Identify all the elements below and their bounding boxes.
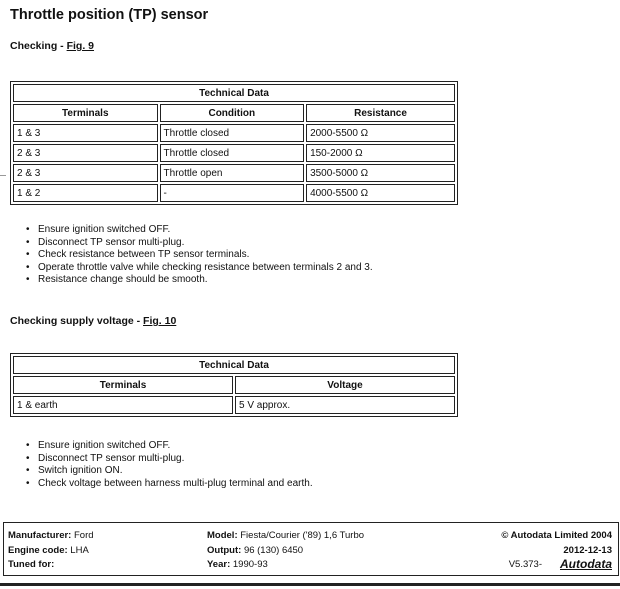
cell-resistance: 2000-5500 Ω xyxy=(306,124,455,142)
fig-9-link[interactable]: Fig. 9 xyxy=(66,40,95,52)
voltage-table xyxy=(10,353,458,417)
column-header-resistance: Resistance xyxy=(306,104,455,122)
column-header-voltage: Voltage xyxy=(235,376,455,394)
cell-condition: - xyxy=(160,184,305,202)
print-date: 2012-12-13 xyxy=(563,545,612,556)
cell-resistance: 3500-5000 Ω xyxy=(306,164,455,182)
model-field: Model: Fiesta/Courier ('89) 1,6 Turbo xyxy=(207,530,365,541)
resistance-table xyxy=(10,81,458,205)
cell-resistance: 4000-5500 Ω xyxy=(306,184,455,202)
manufacturer-field: Manufacturer: Ford xyxy=(8,530,94,541)
table-header: Technical Data xyxy=(13,84,455,102)
list-item: • Resistance change should be smooth. xyxy=(10,274,373,287)
table-row xyxy=(13,164,455,182)
list-item: • Switch ignition ON. xyxy=(10,465,313,478)
table-header: Technical Data xyxy=(13,356,455,374)
cell-condition: Throttle closed xyxy=(160,124,305,142)
section-heading-checking xyxy=(10,40,94,52)
fig-10-link[interactable]: Fig. 10 xyxy=(143,315,177,327)
list-item: • Ensure ignition switched OFF. xyxy=(10,440,313,453)
cell-terminals: 2 & 3 xyxy=(13,144,158,162)
cell-condition: Throttle closed xyxy=(160,144,305,162)
page-bottom-rule xyxy=(0,583,620,586)
engine-code-field: Engine code: LHA xyxy=(8,545,89,556)
list-item: • Check resistance between TP sensor terminals. xyxy=(10,249,373,262)
cell-terminals: 1 & earth xyxy=(13,396,233,414)
list-item: • Check voltage between harness multi-plug terminal and earth. xyxy=(10,478,313,491)
list-item: • Ensure ignition switched OFF. xyxy=(10,224,373,237)
cell-voltage: 5 V approx. xyxy=(235,396,455,414)
section-heading-supply-voltage xyxy=(10,315,176,327)
list-item: • Disconnect TP sensor multi-plug. xyxy=(10,453,313,466)
tuned-for-field: Tuned for: xyxy=(8,559,55,570)
output-field: Output: 96 (130) 6450 xyxy=(207,545,304,556)
instruction-list xyxy=(10,440,313,490)
instruction-list xyxy=(10,224,373,287)
table-row xyxy=(13,396,455,414)
column-header-terminals: Terminals xyxy=(13,104,158,122)
page-title: Throttle position (TP) sensor xyxy=(10,7,209,23)
cell-condition: Throttle open xyxy=(160,164,305,182)
cell-terminals: 2 & 3 xyxy=(13,164,158,182)
version-text: V5.373- xyxy=(508,559,542,570)
autodata-logo: Autodata xyxy=(560,557,612,571)
section-label: Checking - xyxy=(10,40,67,52)
scan-artifact-line xyxy=(0,175,6,176)
document-footer xyxy=(3,522,619,576)
cell-terminals: 1 & 3 xyxy=(13,124,158,142)
cell-resistance: 150-2000 Ω xyxy=(306,144,455,162)
section-label: Checking supply voltage - xyxy=(10,315,144,327)
column-header-condition: Condition xyxy=(160,104,305,122)
year-field: Year: 1990-93 xyxy=(207,559,268,570)
copyright-text: © Autodata Limited 2004 xyxy=(501,530,612,541)
table-row xyxy=(13,124,455,142)
table-row xyxy=(13,144,455,162)
list-item: • Operate throttle valve while checking resistance between terminals 2 and 3. xyxy=(10,262,373,275)
list-item: • Disconnect TP sensor multi-plug. xyxy=(10,237,373,250)
column-header-terminals: Terminals xyxy=(13,376,233,394)
table-row xyxy=(13,184,455,202)
cell-terminals: 1 & 2 xyxy=(13,184,158,202)
